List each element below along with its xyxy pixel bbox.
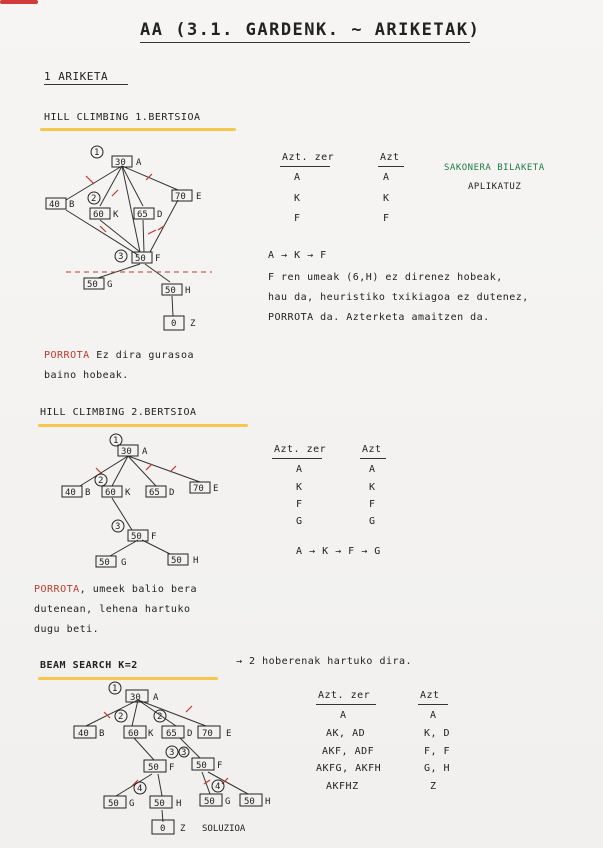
hill1-node-K-value: 60 xyxy=(93,210,104,220)
hill2-letter-B: B xyxy=(85,488,91,498)
hill2-heading: HILL CLIMBING 2.BERTSIOA xyxy=(40,407,197,418)
beam-node-H1-value: 50 xyxy=(154,799,165,809)
hill2-col-left-header: Azt. zer xyxy=(274,444,327,455)
beam-node-E-value: 70 xyxy=(202,729,213,739)
tree-edge xyxy=(86,700,138,726)
tree-edge xyxy=(132,700,138,726)
beam-node-F1-value: 50 xyxy=(148,763,159,773)
hill1-col-left-0: A xyxy=(294,172,301,183)
beam-letter-K: K xyxy=(148,729,154,739)
hill1-letter-K: K xyxy=(113,210,119,220)
hill1-heading: HILL CLIMBING 1.BERTSIOA xyxy=(44,112,201,123)
tree-edge xyxy=(138,700,206,726)
hill1-letter-H: H xyxy=(185,286,191,296)
hill2-circle-1: 1 xyxy=(113,436,119,446)
hill2-porrota-rest: , umeek balio bera xyxy=(79,584,198,595)
hill2-col-left-2: F xyxy=(296,499,303,510)
beam-col-left-0: A xyxy=(340,710,347,721)
beam-circle-1: 1 xyxy=(112,684,118,694)
hill1-circle-3: 3 xyxy=(118,252,124,262)
hill2-letter-H: H xyxy=(193,556,199,566)
beam-col-left-2: AKF, ADF xyxy=(322,746,375,757)
hill2-col-right-header: Azt xyxy=(362,444,382,455)
beam-node-G2-value: 50 xyxy=(204,797,215,807)
hill2-letter-D: D xyxy=(169,488,175,498)
hill1-col-right-0: A xyxy=(383,172,390,183)
beam-col-right-0: A xyxy=(430,710,437,721)
hill1-porrota-rest: Ez dira gurasoa xyxy=(96,350,194,361)
hill2-node-A-value: 30 xyxy=(121,447,132,457)
beam-col-right-header: Azt xyxy=(420,690,440,701)
hill1-letter-B: B xyxy=(69,200,75,210)
hill2-letter-A: A xyxy=(142,447,148,457)
hill1-node-B-value: 40 xyxy=(49,200,60,210)
beam-circle-2a: 2 xyxy=(118,712,124,722)
hill1-letter-E: E xyxy=(196,192,202,202)
hill1-porrota-line2: baino hobeak. xyxy=(44,370,129,381)
beam-letter-F1: F xyxy=(169,763,175,773)
hill1-node-H-value: 50 xyxy=(165,286,176,296)
beam-node-F2-value: 50 xyxy=(196,761,207,771)
exercise-heading: 1 ARIKETA xyxy=(44,70,109,83)
beam-col-right-2: F, F xyxy=(424,746,451,757)
hill1-letter-D: D xyxy=(157,210,163,220)
hill2-porrota-line2: dutenean, lehena hartuko xyxy=(34,604,191,615)
beam-letter-Z: Z xyxy=(180,824,186,834)
hill1-text-line3: PORROTA da. Azterketa amaitzen da. xyxy=(268,312,490,323)
cut-mark xyxy=(186,706,192,712)
beam-circle-4a: 4 xyxy=(137,784,143,794)
beam-node-B-value: 40 xyxy=(78,729,89,739)
hill2-letter-K: K xyxy=(125,488,131,498)
hill2-letter-G: G xyxy=(121,558,127,568)
hill1-col-right-1: K xyxy=(383,193,390,204)
beam-col-left-header: Azt. zer xyxy=(318,690,371,701)
hill2-node-B-value: 40 xyxy=(65,488,76,498)
beam-col-left-1: AK, AD xyxy=(326,728,366,739)
hill2-col-left-1: K xyxy=(296,482,303,493)
hill1-letter-G: G xyxy=(107,280,113,290)
beam-letter-D: D xyxy=(187,729,193,739)
beam-letter-F2: F xyxy=(217,761,223,771)
hill1-text-line1: F ren umeak (6,H) ez direnez hobeak, xyxy=(268,272,503,283)
beam-letter-G2: G xyxy=(225,797,231,807)
hill2-letter-E: E xyxy=(213,484,219,494)
beam-node-K-value: 60 xyxy=(128,729,139,739)
hill2-col-right-0: A xyxy=(369,464,376,475)
hill2-node-D-value: 65 xyxy=(149,488,160,498)
beam-col-left-4: AKFHZ xyxy=(326,781,359,792)
hill1-note-line1: SAKONERA BILAKETA xyxy=(444,163,545,173)
beam-col-left-3: AKFG, AKFH xyxy=(316,763,382,774)
hill2-col-left-3: G xyxy=(296,516,303,527)
beam-node-Z-value: 0 xyxy=(160,824,166,834)
page-title: AA (3.1. GARDENK. ~ ARIKETAK) xyxy=(140,20,481,40)
beam-letter-H1: H xyxy=(176,799,182,809)
beam-col-left-underline xyxy=(316,704,376,705)
hill2-porrota-line3: dugu beti. xyxy=(34,624,100,635)
beam-col-right-4: Z xyxy=(430,781,437,792)
hill1-node-F-value: 50 xyxy=(135,254,146,264)
hill2-node-G-value: 50 xyxy=(99,558,110,568)
beam-heading: BEAM SEARCH K=2 xyxy=(40,660,138,671)
tree-edge xyxy=(158,774,162,796)
hill1-letter-F: F xyxy=(155,254,161,264)
hill1-node-A-value: 30 xyxy=(115,158,126,168)
beam-letter-G1: G xyxy=(129,799,135,809)
hill1-text-line2: hau da, heuristiko txikiagoa ez dutenez, xyxy=(268,292,529,303)
tree-edge xyxy=(116,774,152,796)
hill1-porrota-label: PORROTA xyxy=(44,350,90,361)
hill1-col-right-header: Azt xyxy=(380,152,400,163)
hill2-col-right-3: G xyxy=(369,516,376,527)
hill2-path: A → K → F → G xyxy=(296,546,381,557)
hill2-col-right-1: K xyxy=(369,482,376,493)
hill1-col-left-2: F xyxy=(294,213,301,224)
beam-circle-4b: 4 xyxy=(215,782,221,792)
hill2-node-H-value: 50 xyxy=(171,556,182,566)
beam-solution-label: SOLUZIOA xyxy=(202,824,246,834)
hill2-circle-3: 3 xyxy=(115,522,121,532)
beam-node-D-value: 65 xyxy=(166,729,177,739)
hill1-letter-A: A xyxy=(136,158,142,168)
hill1-letter-Z: Z xyxy=(190,319,196,329)
hill2-circle-2: 2 xyxy=(98,476,104,486)
hill1-col-left-header: Azt. zer xyxy=(282,152,335,163)
tree-edge xyxy=(134,738,154,760)
hill1-path: A → K → F xyxy=(268,250,327,261)
hill1-node-D-value: 65 xyxy=(137,210,148,220)
hill2-letter-F: F xyxy=(151,532,157,542)
beam-letter-H2: H xyxy=(265,797,271,807)
hill2-col-left-0: A xyxy=(296,464,303,475)
hill1-circle-1: 1 xyxy=(94,148,100,158)
beam-col-right-3: G, H xyxy=(424,763,451,774)
beam-node-A-value: 30 xyxy=(130,693,141,703)
hill2-node-F-value: 50 xyxy=(131,532,142,542)
beam-letter-B: B xyxy=(99,729,105,739)
beam-circle-3a: 3 xyxy=(169,748,175,758)
hill1-node-E-value: 70 xyxy=(175,192,186,202)
hill2-node-E-value: 70 xyxy=(193,484,204,494)
beam-letter-E: E xyxy=(226,729,232,739)
hill2-col-right-2: F xyxy=(369,499,376,510)
hill1-col-left-1: K xyxy=(294,193,301,204)
hill1-circle-2: 2 xyxy=(91,194,97,204)
beam-arrow-note: → 2 hoberenak hartuko dira. xyxy=(236,656,413,667)
beam-node-H2-value: 50 xyxy=(244,797,255,807)
beam-letter-A: A xyxy=(153,693,159,703)
beam-circle-3b: 3 xyxy=(181,748,187,758)
beam-col-right-underline xyxy=(418,704,448,705)
beam-node-G1-value: 50 xyxy=(108,799,119,809)
beam-circle-2b: 2 xyxy=(157,712,163,722)
hill2-porrota-label: PORROTA xyxy=(34,584,80,595)
hill1-col-right-2: F xyxy=(383,213,390,224)
hill1-note-line2: APLIKATUZ xyxy=(468,182,522,192)
hill2-node-K-value: 60 xyxy=(105,488,116,498)
hill1-node-Z-value: 0 xyxy=(171,319,177,329)
beam-col-right-1: K, D xyxy=(424,728,451,739)
hill1-node-G-value: 50 xyxy=(87,280,98,290)
